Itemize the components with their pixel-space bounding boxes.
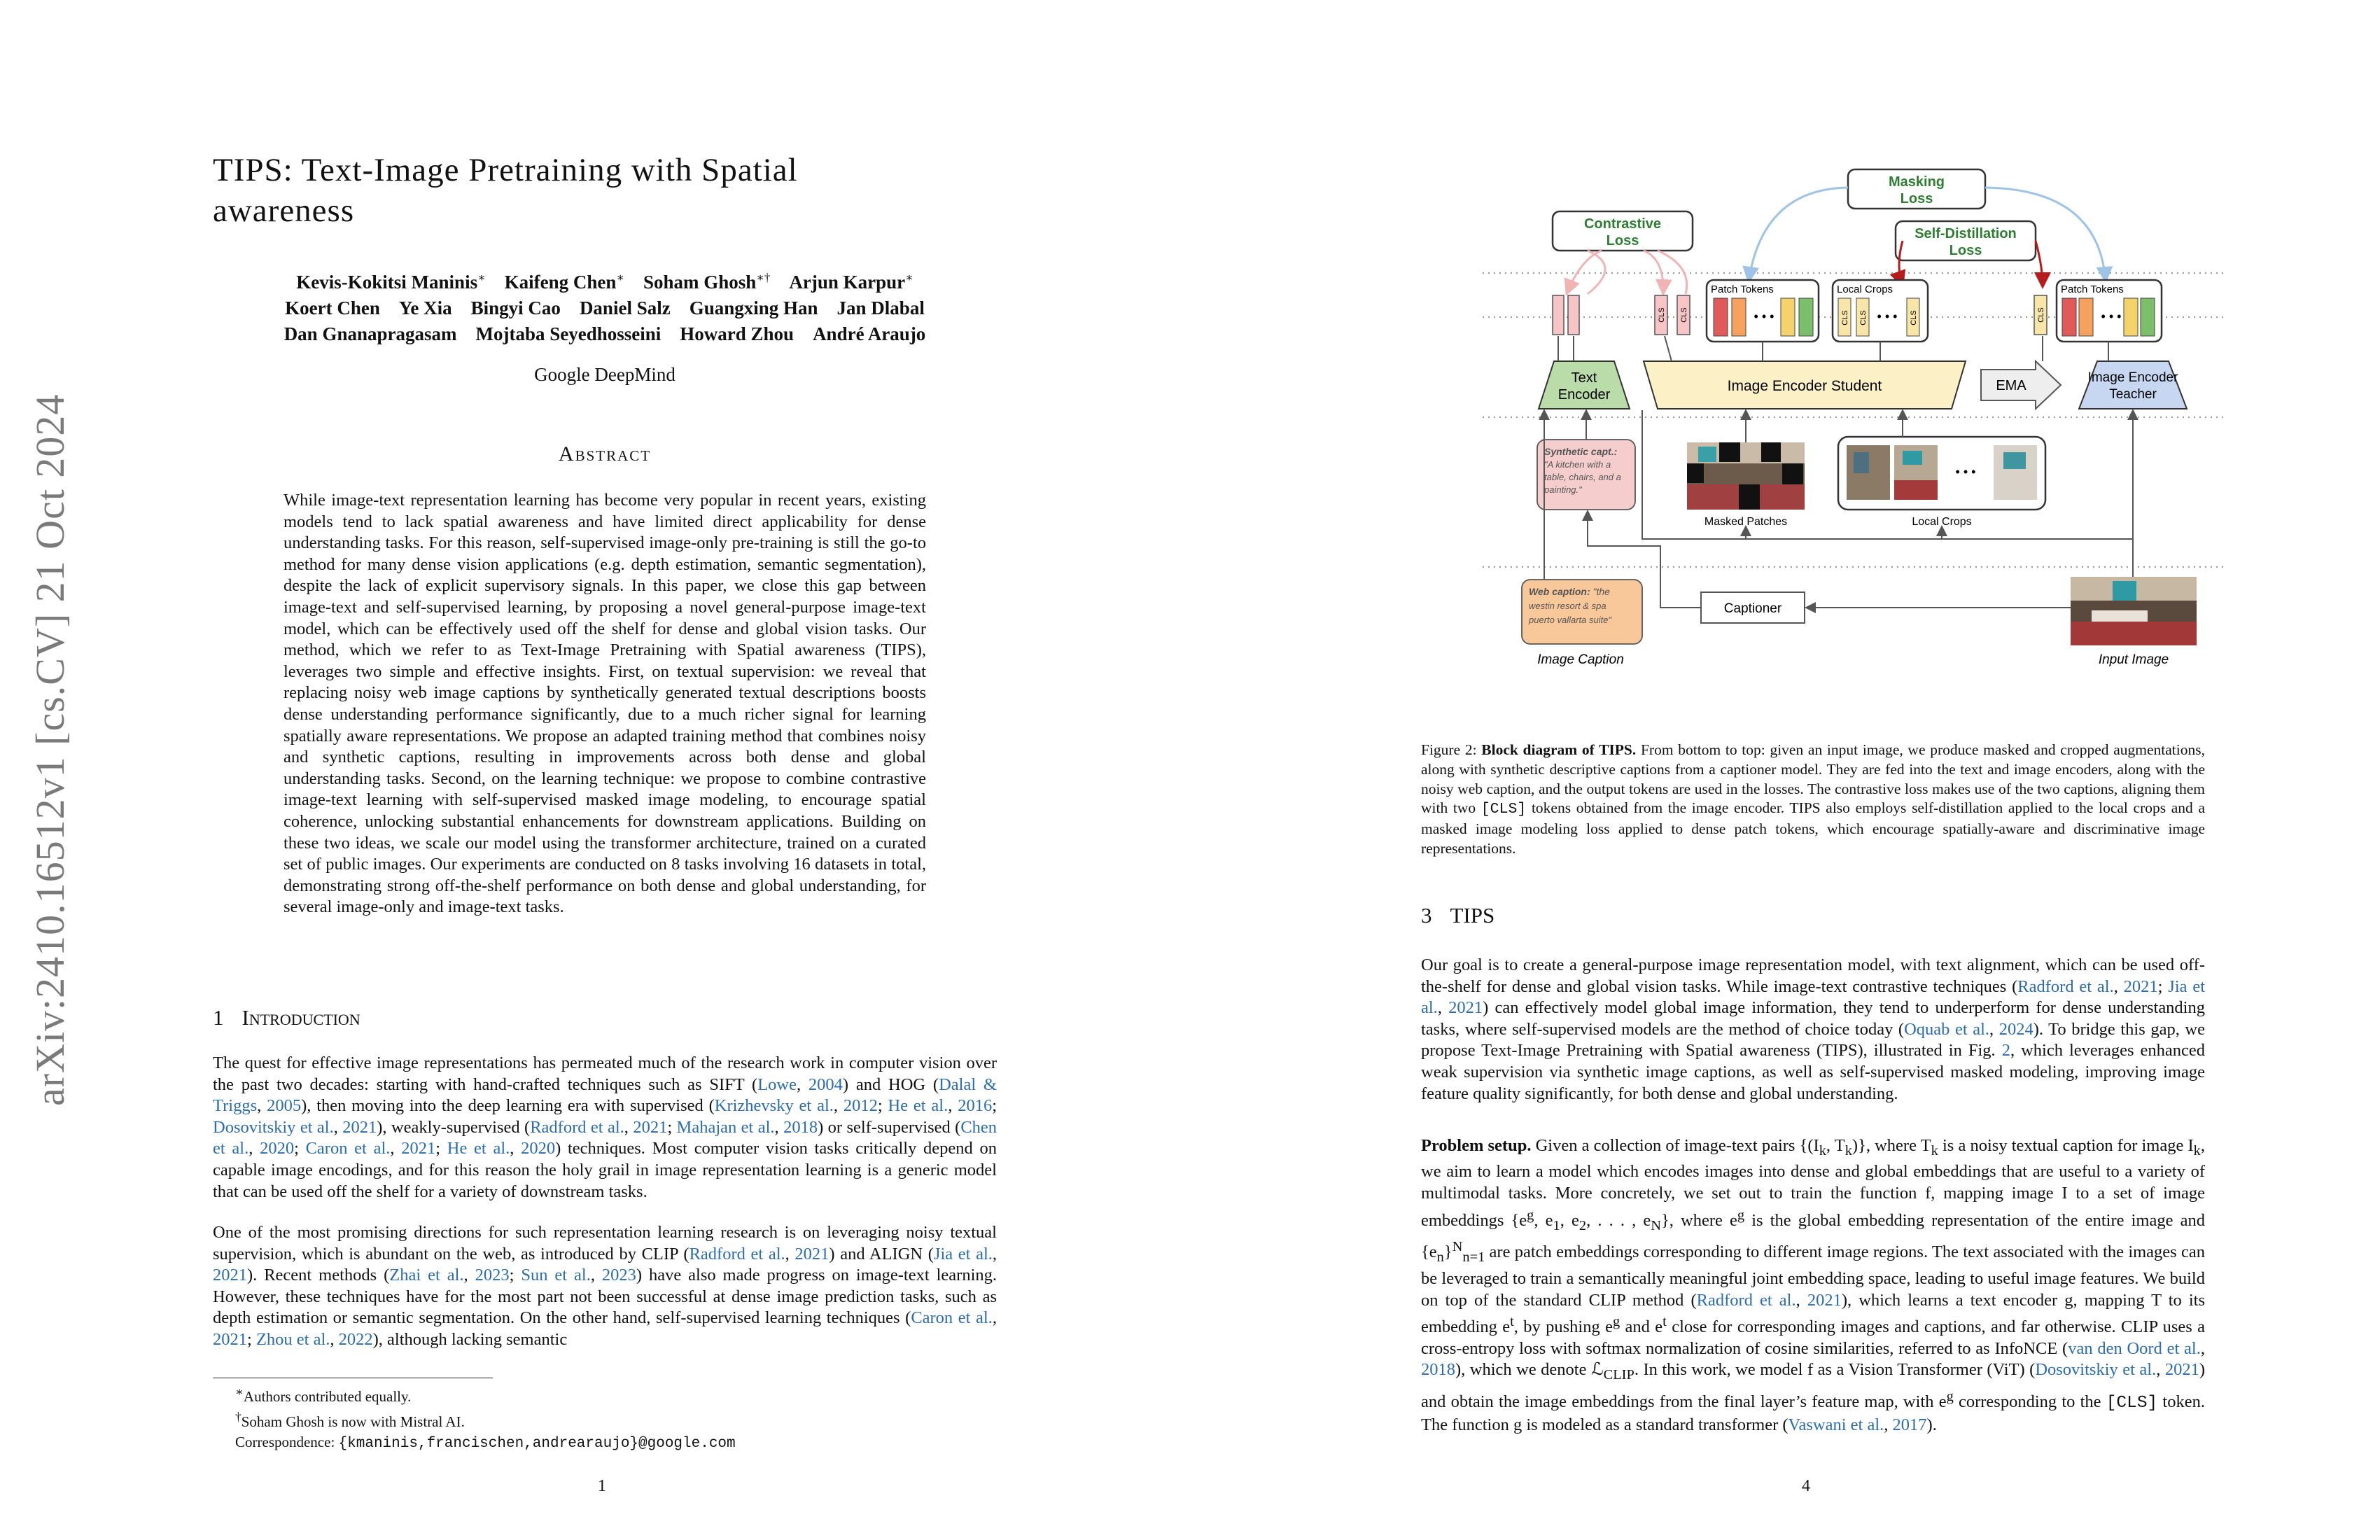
author-name: Mojtaba Seyedhosseini [475,323,662,344]
text-run: ) have also made progress on image-text learning. However, these techniques have for the most part not been successful at dense image prediction tasks, such as depth estimation or semantic segmentation. On the other hand, self-supervised learning techniques ( [213,1266,997,1328]
text-run: is the global embedding representation of the entire image and {e [1421,1210,2205,1262]
section-1-title: Introduction [241,1005,360,1030]
crop-detail [1894,480,1938,500]
citation-link[interactable]: Jia et al. [1421,976,2205,1018]
photo-painting [1698,447,1716,462]
citation-link[interactable]: Chen et al. [213,1117,997,1158]
patch-token [1781,298,1795,336]
text-run: , [2113,976,2124,996]
patch-token [1714,298,1728,336]
text-run: ; [877,1096,888,1116]
citation-link[interactable]: 2021 [1807,1290,1842,1310]
text-run: , [797,1074,808,1094]
tips-block-diagram [1483,168,2225,672]
text-token [1568,295,1579,335]
citation-link[interactable]: Caron et al. [305,1139,391,1158]
text-run: , . . . , e [1586,1210,1651,1230]
synthetic-caption-line: "A kitchen with a [1544,459,1611,470]
citation-link[interactable]: 2022 [338,1329,373,1349]
intro-paragraph-2 [213,1222,997,1351]
citation-link[interactable]: Zhou et al. [255,1329,330,1349]
text-run: , [2200,1338,2205,1358]
text-run: , [833,1096,844,1116]
footnote-1-text: Authors contributed equally. [243,1388,412,1405]
web-caption-title: Web caption: "the [1529,586,1610,597]
text-run: ; [667,1117,677,1137]
section-1-heading [213,1005,360,1030]
math-superscript: g [1612,1314,1620,1330]
text-run: , [590,1266,602,1285]
caption-text: From bottom to top: given an input image, we produce masked and cropped augmentations, along with synthetic descriptive captions from a captioner model. They are fed into the text and image encoders, along with the noisy web caption, and the output tokens are used in the losses. The contrastive loss makes use of the two captions, aligning them with two [1421,741,2205,817]
text-encoder-label-2: Encoder [1558,387,1611,402]
teacher-patch-tokens-label: Patch Tokens [2061,284,2124,295]
text-run: , [463,1266,475,1285]
text-run: ), then moving into the deep learning era with supervised ( [301,1096,715,1116]
author-name: Kevis-Kokitsi Maninis [296,272,478,293]
cls-token-label: CLS [1841,310,1849,326]
patch-token [2141,298,2155,336]
math-subscript: k [2193,1142,2201,1158]
citation-link[interactable]: Oquab et al. [1904,1019,1990,1039]
ellipsis: • • • [2101,309,2122,323]
image-encoder-teacher-label-1: Image Encoder [2087,370,2178,385]
text-run: , [624,1117,634,1137]
text-run: ; [294,1139,306,1158]
text-run: ), which learns a text encoder g, mapping T to its embedding e [1421,1290,2206,1337]
ellipsis: • • • [1955,465,1976,479]
citation-link[interactable]: 2021 [2123,976,2158,996]
author-name: André Araujo [813,323,926,344]
text-run: close for corresponding images and captions, and far otherwise. CLIP uses a cross-entropy loss with softmax normalization of cosine similarities, referred to as InfoNCE ( [1421,1317,2205,1358]
author-name: Guangxing Han [689,298,818,318]
text-token [1553,295,1564,335]
citation-link[interactable]: 2024 [1998,1019,2033,1039]
footnote-1 [235,1382,736,1407]
citation-link[interactable]: He et al. [888,1096,948,1116]
section-1-number: 1 [213,1005,224,1030]
self-distillation-label-1: Self-Distillation [1914,226,2017,241]
caption-text: tokens obtained from the image encoder. TIPS also employs self-distillation applied to the local crops and a masked image modeling loss applied to dense patch tokens, which encourage spatially-aware and discriminative image representations. [1421,799,2205,857]
captioner-label: Captioner [1723,601,1782,616]
text-run: }, where e [1661,1210,1737,1230]
footnote-2-mark: † [235,1410,241,1424]
text-run: One of the most promising directions for such representation learning research is on leveraging noisy textual supervision, which is abundant on the web, as introduced by CLIP ( [213,1223,997,1264]
input-photo-furniture [2071,622,2197,645]
math-subscript: n [1436,1250,1444,1266]
problem-setup-heading: Problem setup. [1421,1136,1532,1155]
authors-line-2 [213,295,997,321]
text-run: , e [1534,1210,1553,1230]
citation-link[interactable]: 2023 [601,1266,636,1285]
affiliation: Google DeepMind [534,364,676,385]
math-subscript: N [1651,1217,1662,1233]
author-name: Arjun Karpur [789,272,906,293]
mask-patch [1687,463,1704,483]
crop-detail [2003,452,2026,469]
citation-link[interactable]: Dosovitskiy et al. [213,1117,334,1137]
cls-token-label: CLS [1910,310,1918,326]
citation-link[interactable]: Vaswani et al. [1788,1415,1884,1434]
figure-2-caption [1421,741,2205,859]
citation-link[interactable]: 2021 [1448,998,1483,1018]
text-run: , [330,1329,339,1349]
text-run: , [1884,1415,1893,1434]
text-run: token. The function g is modeled as a standard transformer ( [1421,1392,2205,1434]
author-mark: ∗ [905,271,913,284]
citation-link[interactable]: Mahajan et al. [676,1117,775,1137]
input-image [2071,577,2197,645]
citation-link[interactable]: 2021 [401,1139,436,1158]
math-subscript: k [1819,1142,1826,1158]
contrastive-loss-label-2: Loss [1606,233,1639,248]
cls-token-label: CLS [2037,307,2045,323]
text-run: , [992,1244,997,1264]
author-mark: ∗† [756,271,771,284]
contrastive-arrow [1644,251,1663,294]
citation-link[interactable]: 2023 [475,1266,510,1285]
citation-link[interactable]: Jia et al. [933,1244,993,1264]
text-run: ; [435,1139,447,1158]
crop-detail [1854,452,1869,473]
text-run: Our goal is to create a general-purpose image representation model, with text alignment, which can be used off-the-shelf for dense and global vision tasks. While image-text contrastive techniques ( [1421,955,2205,996]
text-run: ), weakly-supervised ( [377,1117,531,1137]
text-run: , which leverages enhanced weak supervision via synthetic image captions, as well as self-supervised masked modeling, improving image feature quality significantly, for both dense and global understanding. [1421,1041,2205,1103]
authors-line-3 [213,321,997,347]
math-subscript: k [1844,1142,1852,1158]
author-mark: ∗ [477,271,486,284]
ellipsis: • • • [1877,309,1898,323]
intro-paragraph-1 [213,1053,997,1203]
synthetic-caption-title: Synthetic capt.: [1544,446,1618,457]
citation-link[interactable]: Lowe [757,1074,797,1094]
text-run: ), which we denote ℒ [1455,1360,1604,1380]
web-caption-line: puerto vallarta suite" [1529,615,1612,625]
ema-label: EMA [1996,378,2026,393]
abstract-text: While image-text representation learning has become very popular in recent years, existing models tend to lack spatial awareness and have limited direct applicability for dense understanding tasks. For this reason, self-supervised image-only pre-training is still the go-to method for many dense vision applications (e.g. depth estimation, semantic segmentation), despite the lack of explicit supervisory signals. In this paper, we close this gap between image-text and self-supervised learning, by proposing a novel general-purpose image-text model, which can be effectively used off the shelf for dense and global vision tasks. Our method, which we refer to as Text-Image Pretraining with Spatial awareness (TIPS), leverages two simple and effective insights. First, on textual supervision: we reveal that replacing noisy web image captions by synthetically generated textual descriptions boosts dense understanding performance significantly, due to a much richer signal for learning spatially aware representations. We propose an adapted training method that combines noisy and synthetic captions, resulting in improvements across both dense and global understanding tasks. Second, on the learning technique: we propose to combine contrastive image-text learning with self-supervised masked image modeling, to encourage spatial coherence, unlocking substantial enhancements for downstream applications. Building on these two ideas, we scale our model using the transformer architecture, trained on a curated set of public images. Our experiments are conducted on 8 tasks involving 16 datasets in total, demonstrating strong off-the-shelf performance on both dense and global understanding, for several image-only and image-text tasks. [284,491,926,917]
abstract-heading: Abstract [558,442,652,465]
text-run: ). To bridge this gap, we propose Text-Image Pretraining with Spatial awareness (TIPS), illustrated in Fig. [1421,1019,2205,1060]
citation-link[interactable]: Radford et al. [689,1244,785,1264]
masked-patches-image [1687,442,1805,510]
text-run: , [785,1244,795,1264]
citation-link[interactable]: Caron et al. [911,1308,993,1328]
mask-patch [1761,442,1781,462]
synthetic-caption-line: table, chairs, and a [1544,472,1621,482]
text-run: ; [2157,976,2169,996]
image-encoder-teacher-label-2: Teacher [2109,387,2157,402]
citation-link[interactable]: 2021 [794,1244,830,1264]
citation-link[interactable]: 2021 [213,1266,247,1285]
footnote-1-mark: ∗ [235,1385,244,1399]
text-run: corresponding to the [1953,1392,2106,1412]
math-subscript: CLIP [1603,1367,1634,1383]
text-run: , [257,1096,267,1116]
text-run: ), although lacking semantic [372,1329,568,1349]
citation-link[interactable]: Dalal & Triggs [213,1074,997,1116]
authors-line-1 [213,265,997,295]
page-number-left: 1 [598,1477,606,1495]
text-run: is a noisy textual caption for image I [1938,1136,2194,1155]
cls-token-label: CLS [1658,307,1666,323]
connector [1665,336,1672,361]
page-number-right: 4 [1802,1477,1810,1495]
text-run: ). Recent methods ( [247,1266,390,1285]
citation-link[interactable]: Sun et al. [521,1266,591,1285]
citation-link[interactable]: 2021 [213,1329,247,1349]
footnotes [235,1382,736,1454]
text-run: ) and ALIGN ( [829,1244,934,1264]
text-run: , [390,1139,402,1158]
text-run: , e [1560,1210,1579,1230]
contrastive-loss-label-1: Contrastive [1583,216,1662,232]
patch-token [2062,298,2076,336]
text-run: ). [1926,1415,1937,1434]
image-caption-label: Image Caption [1537,652,1624,667]
mask-patch [1719,442,1740,462]
text-run: , [248,1139,260,1158]
citation-link[interactable]: 2005 [267,1096,302,1116]
text-encoder-label-1: Text [1571,370,1597,386]
footnote-3-prefix: Correspondence: [235,1434,339,1450]
input-image-label: Input Image [2098,652,2169,667]
crop-detail [1903,451,1922,465]
author-name: Bingyi Cao [470,298,561,318]
math-superscript: t [1510,1314,1514,1330]
arxiv-stamp: arXiv:2410.16512v1 [cs.CV] 21 Oct 2024 [27,393,73,1106]
cls-token-label: CLS [1680,307,1688,323]
math-subscript: k [1931,1142,1938,1158]
patch-token [2124,298,2138,336]
citation-link[interactable]: Dosovitskiy et al. [2035,1360,2157,1380]
citation-link[interactable]: 2 [2001,1041,2010,1060]
text-run: , we aim to learn a model which encodes images into dense and global embeddings that are useful to a variety of multimodal tasks. More concretely, we set out to train the function f, mapping image I to a set of image embeddings {e [1421,1136,2205,1230]
author-name: Ye Xia [398,298,452,318]
citation-link[interactable]: 2004 [808,1074,843,1094]
author-name: Daniel Salz [579,298,671,318]
text-run: , [1989,1019,1999,1039]
code-token: [CLS] [2106,1394,2158,1413]
distillation-arrow-teacher [2036,241,2043,287]
math-superscript: N [1452,1239,1463,1255]
local-crops-image-label: Local Crops [1912,516,1972,528]
citation-link[interactable]: 2017 [1892,1415,1927,1434]
text-run: ; [992,1096,997,1116]
input-photo-painting [2113,581,2136,601]
citation-link[interactable]: Radford et al. [1696,1290,1796,1310]
footnote-2-text: Soham Ghosh is now with Mistral AI. [241,1413,465,1430]
math-subscript: n=1 [1462,1250,1485,1266]
author-name: Soham Ghosh [643,272,757,293]
math-superscript: g [1527,1207,1534,1223]
section-3-number: 3 [1421,903,1432,927]
citation-link[interactable]: 2018 [1421,1360,1455,1380]
patch-tokens-label: Patch Tokens [1711,284,1774,295]
text-run: ) and HOG ( [842,1074,939,1094]
synthetic-caption-line: painting." [1544,484,1582,495]
citation-link[interactable]: Krizhevsky et al. [714,1096,834,1116]
problem-setup-paragraph [1421,1135,2205,1436]
citation-link[interactable]: Zhai et al. [389,1266,464,1285]
author-name: Howard Zhou [680,323,794,344]
patch-token [1732,298,1746,336]
text-run: , T [1826,1136,1845,1155]
text-run: and e [1620,1317,1663,1337]
web-caption-line: westin resort & spa [1529,601,1606,611]
citation-link[interactable]: 2018 [783,1117,818,1137]
text-run: )}, where T [1851,1136,1931,1155]
text-run: ; [509,1266,522,1285]
text-run: } [1443,1242,1452,1262]
text-run: , [333,1117,343,1137]
text-run: , [1437,998,1449,1018]
math-superscript: g [1946,1388,1954,1404]
caption-title: Block diagram of TIPS. [1481,741,1637,758]
mask-patch [1739,484,1760,510]
math-subscript: 1 [1553,1217,1560,1233]
author-name: Jan Dlabal [836,298,925,318]
citation-link[interactable]: 2012 [843,1096,878,1116]
local-crops-label: Local Crops [1837,284,1893,295]
text-run: ) and obtain the image embeddings from the final layer’s feature map, with e [1421,1360,2205,1412]
math-superscript: g [1737,1207,1745,1223]
footnote-3 [235,1432,736,1454]
text-run: . In this work, we model f as a Vision Transformer (ViT) ( [1634,1360,2036,1380]
text-run: , by pushing e [1513,1317,1613,1337]
text-run: ) or self-supervised ( [818,1117,961,1137]
author-name: Koert Chen [285,298,380,318]
text-run: The quest for effective image representations has permeated much of the research work in computer vision over the past two decades: starting with hand-crafted techniques such as SIFT ( [213,1054,997,1094]
patch-token [1799,298,1813,336]
text-run: , [948,1096,958,1116]
title-line-2: awareness [213,192,355,229]
input-photo-table [2092,610,2148,622]
cls-token-code: [CLS] [1480,801,1527,818]
math-subscript: 2 [1578,1217,1587,1233]
mask-patch [1782,463,1803,484]
section-3-title: TIPS [1450,903,1495,927]
tips-paragraph-1 [1421,955,2205,1105]
ellipsis: • • • [1754,309,1774,323]
text-run: ; [247,1329,256,1349]
text-run: , [510,1139,522,1158]
patch-token [2079,298,2093,336]
author-name: Dan Gnanapragasam [284,323,457,344]
author-mark: ∗ [616,271,624,284]
citation-link[interactable]: 2021 [2164,1360,2199,1380]
footnote-2 [235,1407,736,1432]
citation-link[interactable]: 2020 [521,1139,556,1158]
citation-link[interactable]: 2020 [260,1139,295,1158]
citation-link[interactable]: 2021 [633,1117,668,1137]
citation-link[interactable]: Radford et al. [530,1117,624,1137]
image-encoder-student-label: Image Encoder Student [1727,378,1882,394]
text-run: , [992,1308,997,1328]
text-run: , [774,1117,784,1137]
section-3-heading [1421,903,1494,928]
masking-loss-label-2: Loss [1900,191,1933,206]
author-name: Kaifeng Chen [504,272,617,293]
citation-link[interactable]: Radford et al. [2017,976,2114,996]
text-run: are patch embeddings corresponding to different image regions. The text associated with the images can be leveraged to train a semantically meaningful joint embedding space, leading to useful image features. We build on top of the standard CLIP method ( [1421,1242,2205,1310]
text-run: , [2156,1360,2165,1380]
masking-loss-label-1: Masking [1888,174,1945,190]
math-superscript: t [1662,1314,1667,1330]
text-run: , [1795,1290,1807,1310]
self-distillation-label-2: Loss [1949,243,1982,258]
correspondence-emails: {kmaninis,francischen,andrearaujo}@google.com [338,1436,736,1452]
masking-arrow-student [1749,188,1848,281]
cls-token-label: CLS [1859,310,1868,326]
citation-link[interactable]: He et al. [447,1139,510,1158]
text-run: ) techniques. Most computer vision tasks critically depend on capable image encodings, and for this reason the holy grail in image representation learning is a generic model that can be used off the shelf for a variety of downstream tasks. [213,1139,997,1201]
citation-link[interactable]: 2021 [342,1117,377,1137]
figure-label: Figure 2: [1421,741,1482,758]
citation-link[interactable]: van den Oord et al. [2068,1338,2201,1358]
title-line-1: TIPS: Text-Image Pretraining with Spatial [213,152,798,188]
text-run: ) can effectively model global image information, they tend to underperform for dense understanding tasks, where self-supervised models are the method of choice today ( [1421,998,2205,1039]
citation-link[interactable]: 2016 [958,1096,993,1116]
author-list [213,265,997,347]
masked-patches-label: Masked Patches [1704,516,1788,528]
paper-title [213,150,997,231]
text-run: Given a collection of image-text pairs {(I [1531,1136,1819,1155]
